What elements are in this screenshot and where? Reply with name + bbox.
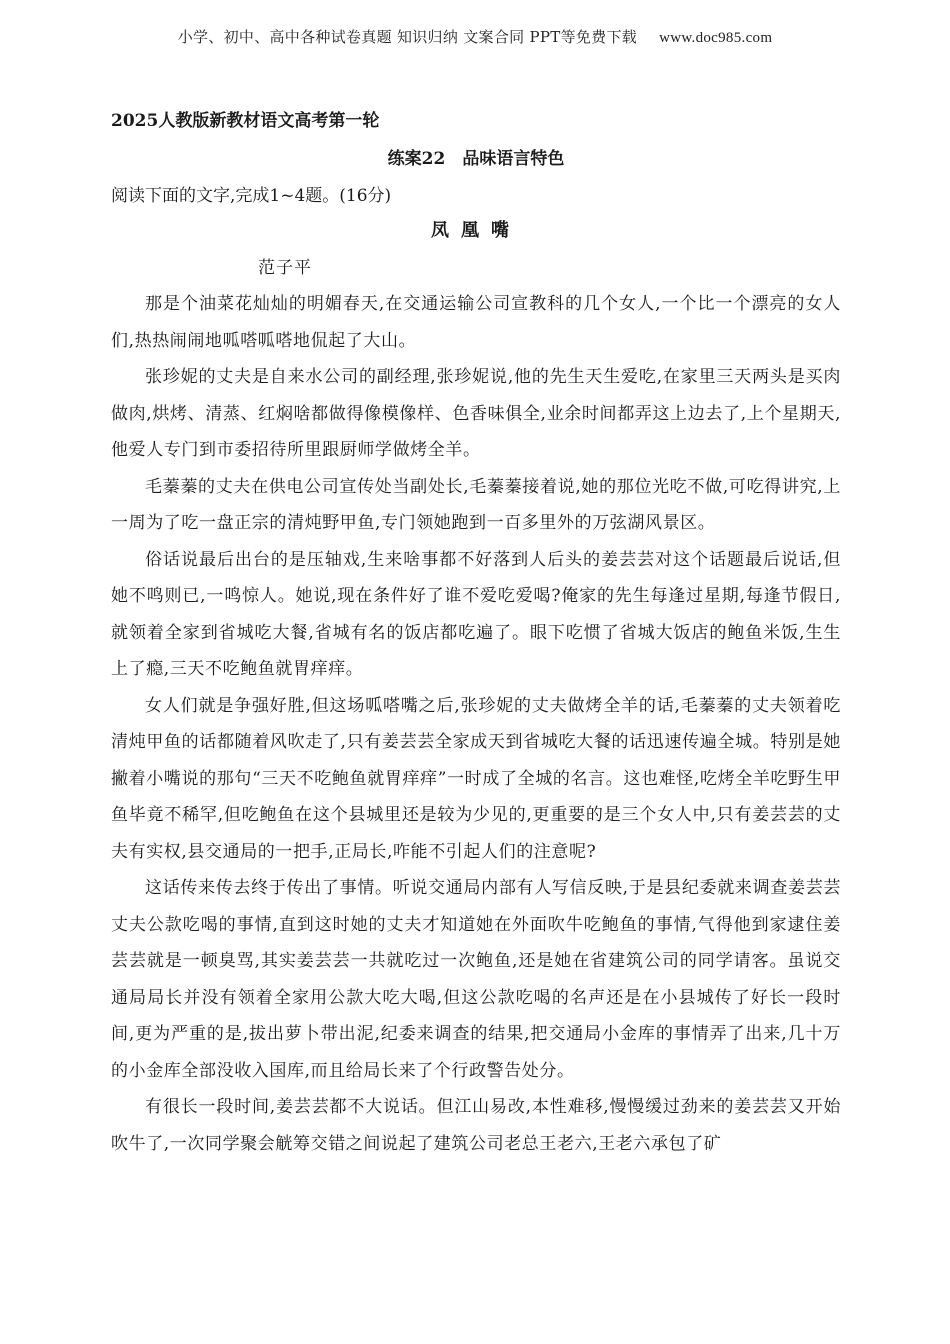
exercise-number: 练案22 — [387, 149, 446, 169]
story-paragraph: 俗话说最后出台的是压轴戏,生来啥事都不好落到人后头的姜芸芸对这个话题最后说话,但她不鸣则已,一鸣惊人。她说,现在条件好了谁不爱吃爱喝?俺家的先生每逢过星期,每逢节假日,就领着全家到省城吃大餐,省城有名的饭店都吃遍了。眼下吃惯了省城大饭店的鲍鱼米饭,生生上了瘾,三天不吃鲍鱼就胃痒痒。 — [111, 549, 841, 679]
story-author: 范子平 — [258, 258, 312, 278]
story-paragraph: 女人们就是争强好胜,但这场呱嗒嘴之后,张珍妮的丈夫做烤全羊的话,毛蓁蓁的丈夫领着吃清炖甲鱼的话都随着风吹走了,只有姜芸芸全家成天到省城吃大餐的话迅速传遍全城。特别是她撇着小嘴说的那句“三天不吃鲍鱼就胃痒痒”一时成了全城的名言。这也难怪,吃烤全羊吃野生甲鱼毕竟不稀罕,但吃鲍鱼在这个县城里还是较为少见的,更重要的是三个女人中,只有姜芸芸的丈夫有实权,县交通局的一把手,正局长,咋能不引起人们的注意呢? — [111, 695, 841, 862]
exercise-topic: 品味语言特色 — [462, 149, 565, 169]
page-header-banner — [0, 26, 950, 47]
document-title: 2025人教版新教材语文高考第一轮 — [111, 111, 380, 131]
header-banner-text: 小学、初中、高中各种试卷真题 知识归纳 文案合同 PPT等免费下载 — [177, 28, 638, 46]
exercise-heading — [111, 144, 841, 169]
reading-instruction: 阅读下面的文字,完成1~4题。(16分) — [111, 186, 392, 206]
header-site-link[interactable]: www.doc985.com — [659, 30, 773, 46]
story-body — [111, 286, 841, 1162]
story-paragraph: 张珍妮的丈夫是自来水公司的副经理,张珍妮说,他的先生天生爱吃,在家里三天两头是买肉做肉,烘烤、清蒸、红焖啥都做得像模像样、色香味俱全,业余时间都弄这上边去了,上个星期天,他爱人专门到市委招待所里跟厨师学做烤全羊。 — [111, 367, 841, 460]
story-paragraph: 那是个油菜花灿灿的明媚春天,在交通运输公司宣教科的几个女人,一个比一个漂亮的女人们,热热闹闹地呱嗒呱嗒地侃起了大山。 — [111, 294, 841, 351]
story-paragraph: 毛蓁蓁的丈夫在供电公司宣传处当副处长,毛蓁蓁接着说,她的那位光吃不做,可吃得讲究,上一周为了吃一盘正宗的清炖野甲鱼,专门领她跑到一百多里外的万弦湖风景区。 — [111, 476, 841, 533]
story-paragraph: 有很长一段时间,姜芸芸都不大说话。但江山易改,本性难移,慢慢缓过劲来的姜芸芸又开始吹牛了,一次同学聚会觥筹交错之间说起了建筑公司老总王老六,王老六承包了矿 — [111, 1097, 841, 1154]
story-paragraph: 这话传来传去终于传出了事情。听说交通局内部有人写信反映,于是县纪委就来调查姜芸芸丈夫公款吃喝的事情,直到这时她的丈夫才知道她在外面吹牛吃鲍鱼的事情,气得他到家逮住姜芸芸就是一顿臭骂,其实姜芸芸一共就吃过一次鲍鱼,还是她在省建筑公司的同学请客。虽说交通局局长并没有领着全家用公款大吃大喝,但这公款吃喝的名声还是在小县城传了好长一段时间,更为严重的是,拔出萝卜带出泥,纪委来调查的结果,把交通局小金库的事情弄了出来,几十万的小金库全部没收入国库,而且给局长来了个行政警告处分。 — [111, 878, 841, 1081]
story-title: 凤凰嘴 — [431, 220, 521, 241]
